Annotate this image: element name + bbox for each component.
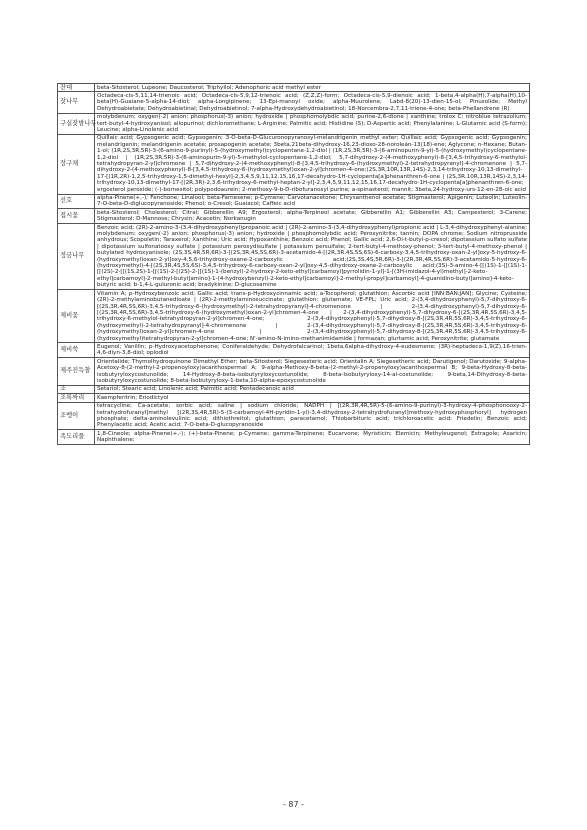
compound-list-cell: Vitamin A; p-Hydroxybenzoic acid; Gallic acid; trans-p-Hydroxycinnamic acid; a-Tocopherol; glutathion; Ascorbic acid [INN:BAN:JAN]; Glycine; Cysteine; (2R)-2-methylaminobutanedioate | (2R)-2-methylaminosuccinate; glutathion; glutamate; VE-FPL; Uric acid; 2-(3,4-dihydroxyphenyl)-5,7-dihydroxy-6-[(2S,3R,4R,5S,6R)-3,4,5-trihydroxy-6-(hydroxymethyl)-2-tetrahydropyranyl]-4-chromenone | 2-(3,4-dihydroxyphenyl)-5,7-dihydroxy-6-[(2S,3R,4R,5S,6R)-3,4,5-trihydroxy-6-(hydroxymethyl)oxan-2-yl]chromen-4-one | 2-(3,4-dihydroxyphenyl)-5,7-dihydroxy-6-[(2S,3R,4R,5S,6R)-3,4,5-trihydroxy-6-methylol-tetrahydropyran-2-yl]chromen-4-one; 2-(3,4-dihydroxyphenyl)-5,7-dihydroxy-8-[(2S,3R,4R,5S,6R)-3,4,5-trihydroxy-6-(hydroxymethyl)-2-tetrahydropyranyl]-4-chromenone | 2-(3,4-dihydroxyphenyl)-5,7-dihydroxy-8-[(2S,3R,4R,5S,6R)-3,4,5-trihydroxy-6-(hydroxymethyl)oxan-2-yl]chromen-4-one | 2-(3,4-dihydroxyphenyl)-5,7-dihydroxy-8-[(2S,3R,4R,5S,6R)-3,4,5-trihydroxy-6-(hydroxymethyl)tetrahydropyran-2-yl]chromen-4-one; N'-amino-N-imino-methanimidamide | formazan; glurtamic acid; Peroxynitrite; glutamate bbox=[95, 290, 530, 343]
herb-name-cell: 제비꽃 bbox=[58, 290, 95, 343]
table-row bbox=[58, 209, 530, 224]
table-row bbox=[58, 113, 530, 134]
compound-list-cell: Octadeca-cis-5,11,14-trienoic acid; Octadeca-cis-5,9,12-trienoic acid; (Z,Z,Z)-form; Octadeca-cis-5,9-dienoic acid; 1-beta,4-alpha(H),7-alpha(H),10-beta(H)-Guaiane-5-alpha-14-diol; alpha-Longipinene; 13-Epi-manoyl oxide; alpha-Muurolene; Labd-8(20)-13-dien-15-ol; Pinusolide; Methyl Dehydroabietate; Dehydroabietinal; Dehydroabietinol; 7-alpha-Hydroxydehydroabietinol; 18-Norcembra-2,7,11-triene-4-one; beta-Phellandrene (R) bbox=[95, 92, 530, 113]
herb-name-cell: 장구채 bbox=[58, 134, 95, 194]
table-row bbox=[58, 430, 530, 445]
compound-list-cell: Quillaic acid; Gypsogenic acid; Gypsogenin; 3-O-beta-D-Glucuronopyranosyl-melandrigenin methyl ester; Quillaic acid; Gypsogenic acid; Gypsogenin; melandrigenin; melandrigenin acetate; prosapogenin acetate; 3beta,21beta-dihydroxy-16,23-dioxo-28-noroleán-13(18)-ene; Aglycone; n-Hexane; Butan-1-ol; (1R,2S,3R,5R)-3-(6-amino-9-purinyl)-5-(hydroxymethyl)cyclopentane-1,2-diol | (1R,2S,3R,5R)-3-(6-aminopurin-9-yl)-5-(hydroxymethyl)cyclopentane-1,2-diol | (1R,2S,3R,5R)-3-(6-aminopurin-9-yl)-5-methylol-cyclopentane-1,2-diol; 5,7-dihydroxy-2-(4-methoxyphenyl)-8-[3,4,5-trihydroxy-6-methylol-tetrahydropyran-2-yl]chromone | 5,7-dihydroxy-2-(4-methoxyphenyl)-8-[3,4,5-trihydroxy-6-(hydroxymethyl)-2-tetrahydropyranyl]-4-chromenone | 5,7-dihydroxy-2-(4-methoxyphenyl)-8-[3,4,5-trihydroxy-6-(hydroxymethyl)oxan-2-yl]chromen-4-one;(2S,3R,10R,13R,14S)-2,3,14-trihydroxy-10,13-dimethyl-17-[(1R,2R)-1,2,5-trihydroxy-1,5-dimethyl-hexyl]-2,3,4,5,9,11,12,15,16,17-decahydro-1H-cyclopenta[a]phenanthren-6-one | (2S,3R,10R,13R,14S)-2,3,14-trihydroxy-10,13-dimethyl-17-[(2R,3R)-2,3,6-trihydroxy-6-methyl-heptan-2-yl]-2,3,4,5,9,11,12,15,16,17-decahydro-1H-cyclopenta[a]phenanthren-6-one; ergosterol peroxide; (-)-bornesitol; polypodoaurein; 2-methoxy-9-b-D-ribofuranosyl purine; a-spinasterol; mannit; 3beta,24-hydroxy-urs-12-en-28-oic acid bbox=[95, 134, 530, 194]
herb-name-cell: 정금나무 bbox=[58, 224, 95, 290]
herb-name-cell: 족도리풀 bbox=[58, 430, 95, 445]
compound-list-cell: molybdenum; oxygen(-2) anion; phosphorus(-3) anion; hydroxide | phosphomolybdic acid; purine-2,6-dione | xanthine; trolox C; nitroblue tetrazolium; tert-butyl-4-hydroxyanisol; allopurinol; dichloromethane; L-Arginine; Palmitic acid; Histidine (S); D-Aspartic acid; Phenylalanine; L-Glutamic acid (S-form); Leucine; alpha-Linolenic acid bbox=[95, 113, 530, 134]
herb-name-cell: 조뱅이 bbox=[58, 402, 95, 430]
herb-name-cell: 접시꽃 bbox=[58, 209, 95, 224]
compound-list-cell: Setariol; Stearic acid; Linolenic acid; Palmitic acid; Pentadecanoic acid bbox=[95, 385, 530, 393]
herb-name-cell: 제주진득찰 bbox=[58, 358, 95, 386]
table-row bbox=[58, 343, 530, 358]
table-row bbox=[58, 84, 530, 92]
herb-name-cell: 조 bbox=[58, 385, 95, 393]
compound-list-cell: 1,8-Cineole; alpha-Pinene(+,-); (+)-beta-Pinene; p-Cymene; gamma-Terpinene; Eucarvone; Myristicin; Elemicin; Methyleugenol; Estragole; Asaricin; Naphthalene; bbox=[95, 430, 530, 445]
table-row bbox=[58, 290, 530, 343]
compound-list-cell: Orientalide; Thymolhydroquinone Dimethyl Ether; beta-Sitosterol; Siegesesteric acid; Orientalin A; Siegesetheric acid; Darutigenol; Darutoside; 9-alpha-Acetoxy-8-(2-methyl-2-propenoyloxy)acanthospermal A; 9-alpha-Methoxy-8-beta-(2-methyl-2-propenyloxy)acanthospermal B; 9-beta-Hydroxy-8-beta-isobutyryloxycostunolide; 14-Hydroxy-8-beta-isobutyryloxycostunolide; 8-beta-Isobutyryloxy-14-al-costunolide; 9-beta,14-Dihydroxy-8-beta-isobutyryloxycostunolide; 8-beta-Isobutyryloxy-1-beta,10-alpha-epoxycostunolide bbox=[95, 358, 530, 386]
table-row bbox=[58, 385, 530, 393]
herb-name-cell: 잔대 bbox=[58, 84, 95, 92]
table-body bbox=[58, 84, 530, 445]
page-number: - 87 - bbox=[282, 800, 305, 809]
compound-list-cell: beta-Sitosterol; Lupeone; Daucosterol; Triphyllol; Adenophoric acid methyl ester bbox=[95, 84, 530, 92]
table-row bbox=[58, 358, 530, 386]
compound-list-cell: Eugenol; Vanillin; p-Hydroxyacetophenone; Coniferaldehyde; Dehydrofalcarinol; 1beta,6alpha-dihydroxy-4-eudesmene; (3R)-heptadeca-1,9(Z),16-trien-4,6-diyn-3,8-diol; oplodiol bbox=[95, 343, 530, 358]
compound-list-cell: Benzoic acid; (2R)-2-amino-3-(3,4-dihydroxyphenyl)propanoic acid | (2R)-2-amino-3-(3,4-dihydroxyphenyl)propionic acid | L-3,4-dihydroxyphenyl-alanine; molybdenum; oxygen(-2) anion; phosphorus(-3) anion; hydroxide | phosphomolybdic acid; Peroxynitrite; tannin; DOPA chrome; Sodium nitroprusside anhydrous; Scopoletin; Taraxerol; Xanthine; Uric acid; Hypoxanthine; Benzoic acid; Phenol; Gallic acid; 2,6-Di-t-butyl-p-cresol; dipotassium sulfato sulfate | dipotassium sulfonatooxy sulfate | potassium peroxydisulfate | potassium persulfate; 2-tert-butyl-4-methoxy-phenol; 3-tert-butyl-4-methoxy-phenol | butylated hydroxyanisole; (2S,3S,4R,5R,6R)-3-[(2S,3R,4S,5S,6R)-3-acetamido-4-[(2R,3R,4S,5S,6S)-6-carboxy-3,4,5-trihydroxy-oxan-2-yl]oxy-5-hydroxy-6-(hydroxymethyl)oxan-2-yl]oxy-4,5,6-trihydroxy-oxane-2-carboxylic acid;(2S,3S,4S,5R,6R)-3-[(2R,3R,4R,5S,6R)-3-acetamido-5-hydroxy-6-(hydroxymethyl)-4-[(2S,3R,4S,5S,6S)-3,4,5-trihydroxy-6-carboxy-oxan-2-yl]oxy-4,5-dihydroxy-oxane-2-carboxylic acid;(3S)-3-amino-4-[[(1S)-1-[[(1S)-1-[[(2S)-2-[[(1S,2S)-1-[[(1S)-2-[(2S)-2-[[(1S)-1-(benzyl)-2-hydroxy-2-keto-ethyl]carbamoyl]pyrrolidin-1-yl]-1-[(3H-imidazol-4-yl)methyl]-2-keto-ethyl]carbamoyl]-2-methyl-butyl]amino]-1-(4-hydroxybenzyl)-2-keto-ethyl]carbamoyl]-2-methyl-propyl]carbamoyl]-4-guanidino-butyl]amino]-4-keto-butyric acid; b-1,4-L-guluronic acid; bradykinine; D-glucosamine bbox=[95, 224, 530, 290]
table-row bbox=[58, 92, 530, 113]
table-row bbox=[58, 134, 530, 194]
table-row bbox=[58, 394, 530, 402]
herb-name-cell: 조록싸리 bbox=[58, 394, 95, 402]
compound-list-cell: tetracycline; Ca-acetate; sorbic acid; saline | sodium chloride; NADPH | [(2R,3R,4R,5R)-5-(6-amino-9-purinyl)-3-hydroxy-4-phosphonooxy-2-tetrahydrofuranyl]methyl [(2R,3S,4R,5R)-5-(3-carbamoyl-4H-pyridin-1-yl)-3,4-dihydroxy-2-tetrahydrofuranyl]methoxy-hydroxyphosphoryl] hydrogen phosphate; delta-aminolevulinic acid; dithiothreitol; glutathion; paracetamol; Thiobarbituric acid; trichloroacetic acid; Friedelin; Benzoic acid; Phenylacetic acid; Acetic acid; 7-O-beta-D-glucopyranoside bbox=[95, 402, 530, 430]
herb-name-cell: 잣나무 bbox=[58, 92, 95, 113]
herb-name-cell: 제비쑥 bbox=[58, 343, 95, 358]
table-row bbox=[58, 224, 530, 290]
table-row bbox=[58, 194, 530, 209]
compound-list-cell: beta-Sitosterol; Cholesterol; Citral; Gibberellin A9; Ergosterol; alpha-Terpineol acetate; Gibberellin A1; Gibberellin A3; Campesterol; 3-Carene; Stigmasterol; D-Mannose; Chrysin; Acacetin; Norkanugin bbox=[95, 209, 530, 224]
herb-compound-table bbox=[57, 83, 530, 445]
herb-name-cell: 구실잣밤나무 bbox=[58, 113, 95, 134]
table-row bbox=[58, 402, 530, 430]
compound-list-cell: alpha-Pinene(+,-); Fenchone; Linalool; beta-Farnesene; p-Cymene; Carvotanacetone; Chrysanthenol acetate; Stigmasterol; Apigenin; Luteolin; Luteolin-7-O-beta-D-diglucopyranoside; Phenol; o-Cresol; Guaiacol; Caffeic acid bbox=[95, 194, 530, 209]
herb-name-cell: 선호 bbox=[58, 194, 95, 209]
compound-list-cell: Kaempferitrin; Eriodictyol bbox=[95, 394, 530, 402]
